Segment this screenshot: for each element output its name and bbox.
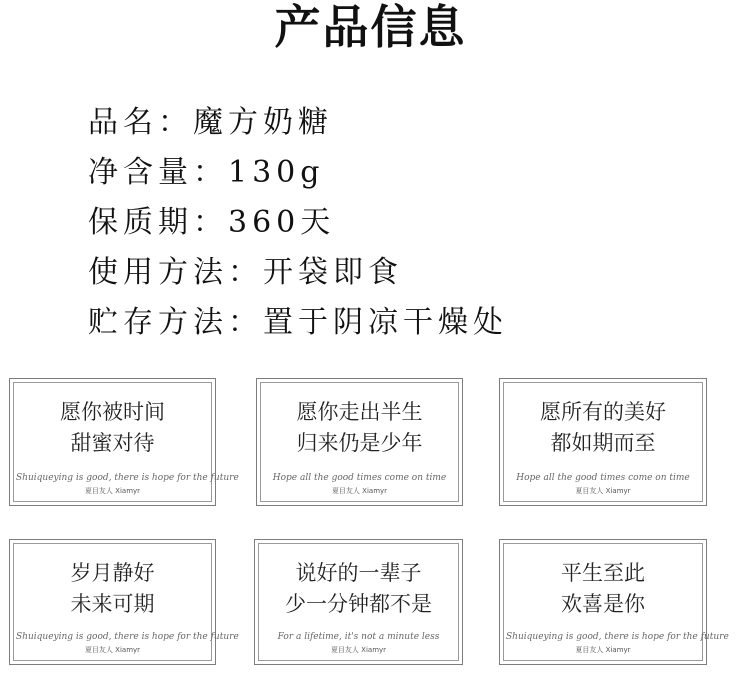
card-signature: 夏目友人 Xiamyr	[330, 646, 387, 654]
info-storage: 贮存方法：置于阴凉干燥处	[88, 305, 508, 340]
card-script-text: For a lifetime, it's not a minute less	[277, 632, 440, 642]
info-shelf-life: 保质期：360天	[88, 205, 336, 240]
message-card	[499, 539, 729, 665]
card-signature: 夏目友人 Xiamyr	[84, 646, 141, 654]
card-script-text: Shuiqueying is good, there is hope for the future	[506, 632, 729, 642]
card-line-1: 平生至此	[561, 561, 645, 585]
card-line-1: 岁月静好	[70, 561, 155, 585]
card-signature: 夏目友人 Xiamyr	[575, 487, 631, 495]
card-script-text: Hope all the good times come on time	[516, 473, 690, 483]
card-signature: 夏目友人 Xiamyr	[84, 487, 141, 495]
info-usage: 使用方法：开袋即食	[88, 255, 403, 290]
card-line-2: 欢喜是你	[561, 592, 645, 616]
message-card	[9, 378, 239, 506]
card-line-2: 甜蜜对待	[70, 431, 155, 455]
message-card	[256, 378, 463, 506]
card-line-1: 愿所有的美好	[540, 400, 666, 424]
card-script-text: Shuiqueying is good, there is hope for the future	[16, 473, 239, 483]
card-line-2: 归来仍是少年	[296, 431, 423, 455]
card-signature: 夏目友人 Xiamyr	[331, 487, 388, 495]
page-title: 产品信息	[274, 0, 467, 54]
info-net-content: 净含量：130g	[88, 155, 325, 190]
card-line-2: 都如期而至	[550, 431, 656, 455]
message-card	[9, 539, 239, 665]
card-script-text: Hope all the good times come on time	[272, 473, 447, 483]
card-line-2: 未来可期	[70, 592, 155, 616]
info-product-name: 品名：魔方奶糖	[88, 105, 333, 140]
card-line-1: 愿你走出半生	[296, 400, 423, 424]
card-signature: 夏目友人 Xiamyr	[575, 646, 631, 654]
card-line-1: 愿你被时间	[60, 400, 165, 424]
message-card	[254, 539, 463, 665]
product-info-list	[88, 98, 508, 348]
card-script-text: Shuiqueying is good, there is hope for the future	[16, 632, 239, 642]
card-line-2: 少一分钟都不是	[285, 592, 432, 616]
card-line-1: 说好的一辈子	[295, 561, 422, 585]
message-card	[499, 378, 707, 506]
